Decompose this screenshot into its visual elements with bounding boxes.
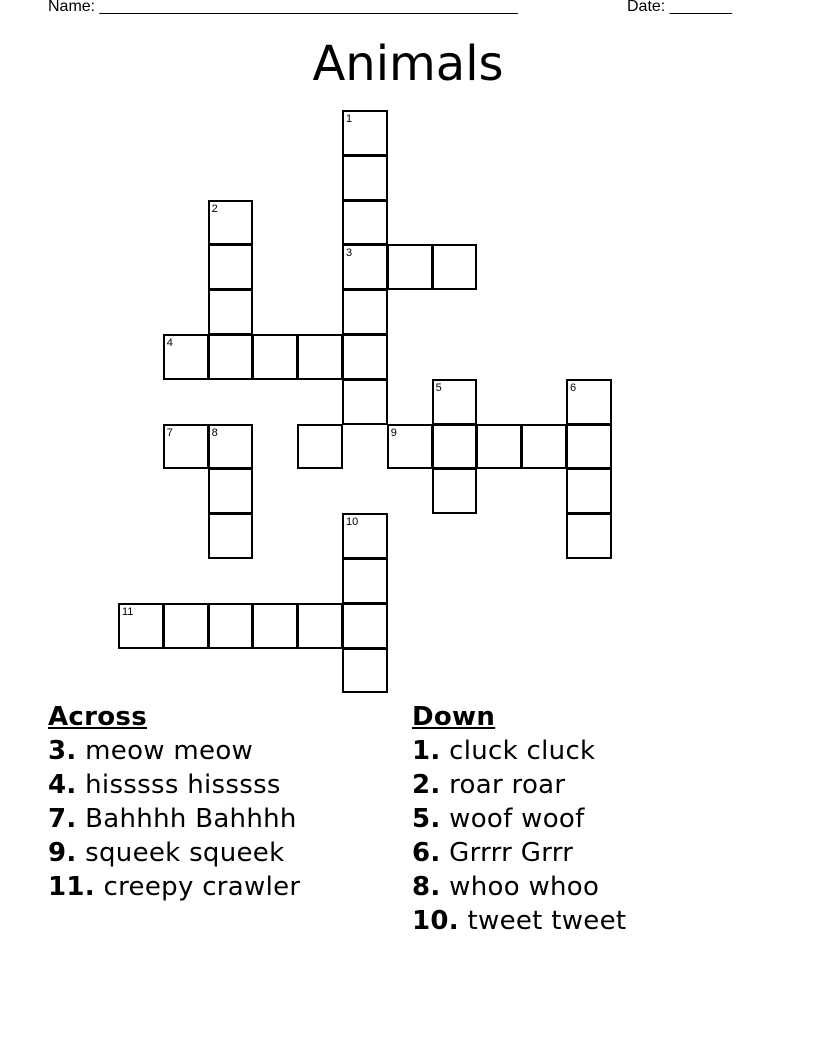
cell-number: 8 (211, 426, 218, 439)
across-clues (48, 700, 300, 904)
across-clue (48, 768, 300, 802)
cell-number: 6 (570, 381, 577, 394)
across-clue (48, 836, 300, 870)
clue-number: 2. (412, 770, 441, 800)
grid-cell[interactable] (342, 513, 388, 559)
clue-text: squeek squeek (76, 838, 285, 868)
clue-number: 9. (48, 838, 77, 868)
grid-cell[interactable] (163, 603, 209, 649)
clue-number: 8. (412, 872, 441, 902)
grid-cell[interactable] (566, 379, 612, 425)
clue-text: roar roar (440, 770, 566, 800)
clue-text: meow meow (76, 736, 254, 766)
clue-text: creepy crawler (94, 872, 301, 902)
down-clues (412, 700, 626, 938)
grid-cell[interactable] (387, 244, 433, 290)
clue-text: woof woof (440, 804, 585, 834)
across-clue (48, 734, 300, 768)
cell-number: 11 (122, 605, 134, 618)
across-clue (48, 802, 300, 836)
cell-number: 4 (166, 337, 173, 349)
grid-cell[interactable] (387, 424, 433, 470)
grid-cell[interactable] (208, 513, 254, 559)
grid-cell[interactable] (566, 424, 612, 470)
grid-cell[interactable] (566, 513, 612, 559)
grid-cell[interactable] (208, 289, 254, 335)
grid-cell[interactable] (342, 648, 388, 694)
clue-number: 11. (48, 872, 95, 902)
grid-cell[interactable] (342, 110, 388, 156)
cell-number: 9 (390, 426, 397, 439)
grid-cell[interactable] (208, 603, 254, 649)
clue-number: 4. (48, 770, 77, 800)
down-clue (412, 734, 626, 768)
grid-cell[interactable] (342, 200, 388, 246)
grid-cell[interactable] (342, 289, 388, 335)
grid-cell[interactable] (342, 155, 388, 201)
name-line: Name: _______________________________________________ (48, 0, 518, 15)
clue-text: Grrrr Grrr (440, 838, 574, 868)
down-heading: Down (412, 702, 496, 732)
clue-number: 10. (412, 906, 459, 936)
page-title: Animals (312, 36, 504, 92)
grid-cell[interactable] (476, 424, 522, 470)
cell-number: 10 (346, 516, 359, 529)
clue-number: 1. (412, 736, 441, 766)
grid-cell[interactable] (342, 244, 388, 290)
cell-number: 2 (211, 202, 218, 215)
clue-number: 5. (412, 804, 441, 834)
grid-cell[interactable] (432, 468, 478, 514)
grid-cell[interactable] (521, 424, 567, 470)
grid-cell[interactable] (297, 603, 343, 649)
across-clue (48, 870, 300, 904)
grid-cell[interactable] (252, 334, 298, 380)
grid-cell[interactable] (432, 424, 478, 470)
grid-cell[interactable] (432, 244, 478, 290)
grid-cell[interactable] (208, 200, 254, 246)
grid-cell[interactable] (297, 424, 343, 470)
clue-text: cluck cluck (440, 736, 596, 766)
grid-cell[interactable] (208, 244, 254, 290)
grid-cell[interactable] (297, 334, 343, 380)
grid-cell[interactable] (208, 424, 254, 470)
down-clue (412, 802, 626, 836)
clue-text: Bahhhh Bahhhh (76, 804, 297, 834)
grid-cell[interactable] (163, 424, 209, 470)
cell-number: 7 (166, 426, 173, 439)
down-clue (412, 768, 626, 802)
clue-number: 3. (48, 736, 77, 766)
grid-cell[interactable] (163, 334, 209, 380)
grid-cell[interactable] (252, 603, 298, 649)
clue-text: whoo whoo (440, 872, 600, 902)
grid-cell[interactable] (342, 558, 388, 604)
grid-cell[interactable] (566, 468, 612, 514)
clue-text: hisssss hisssss (76, 770, 281, 800)
grid-cell[interactable] (342, 379, 388, 425)
clue-text: tweet tweet (458, 906, 627, 936)
cell-number: 3 (346, 247, 353, 260)
across-heading: Across (48, 702, 147, 732)
down-clue (412, 870, 626, 904)
grid-cell[interactable] (118, 603, 164, 649)
grid-cell[interactable] (432, 379, 478, 425)
down-clue (412, 836, 626, 870)
date-line: Date: _______ (627, 0, 732, 15)
down-clue (412, 904, 626, 938)
clue-number: 7. (48, 804, 77, 834)
cell-number: 1 (346, 113, 353, 125)
grid-cell[interactable] (208, 334, 254, 380)
grid-cell[interactable] (208, 468, 254, 514)
grid-cell[interactable] (342, 603, 388, 649)
cell-number: 5 (435, 381, 442, 394)
grid-cell[interactable] (342, 334, 388, 380)
clue-number: 6. (412, 838, 441, 868)
